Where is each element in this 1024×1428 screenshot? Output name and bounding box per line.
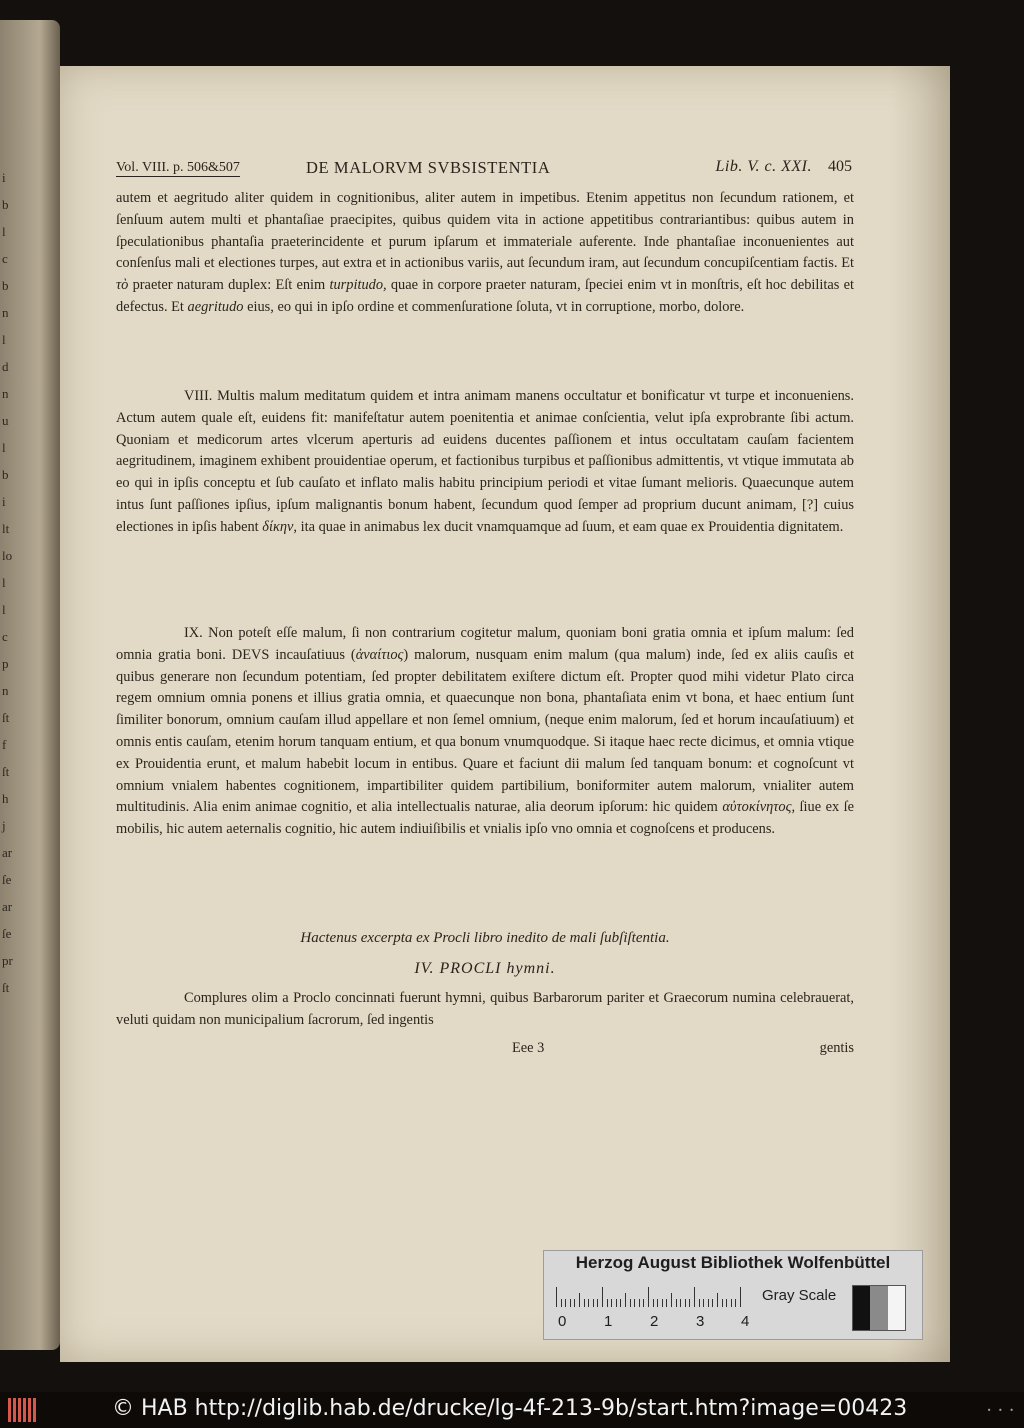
book-page (60, 66, 950, 1362)
facing-page-fragment: ſe (2, 926, 12, 941)
ruler-tick (611, 1299, 612, 1307)
ruler-tick (634, 1299, 635, 1307)
hab-logo-icon (8, 1398, 38, 1422)
gray-scale-swatch (852, 1285, 906, 1331)
facing-page-fragment: l (2, 575, 6, 590)
ruler-tick (731, 1299, 732, 1307)
facing-page-fragment: b (2, 278, 9, 293)
paragraph-hymni: Complures olim a Proclo concinnati fuerunt hymni, quibus Barbarorum pariter et Graecorum numina celebrauerat, veluti quidam non municipalium ſacrorum, ſed ingentis (116, 990, 854, 1028)
facing-page-fragment: b (2, 467, 9, 482)
ruler-number: 1 (604, 1313, 613, 1330)
ruler-tick (648, 1287, 649, 1307)
facing-page-fragment: n (2, 683, 9, 698)
facing-page-fragment: n (2, 386, 9, 401)
swatch-gray (870, 1286, 887, 1330)
paragraph-ix: IX. Non poteſt eſſe malum, ſi non contrarium cogitetur malum, quoniam boni gratia omnia et ipſum malum: ſed omnia gratia boni. DEVS incauſatiuus (ἀναίτιος) malorum, nusquam enim malum (qua malum) inde, ſed ex aliis cauſis et quibus generare non ſecundum potentiam, ſed propter debilitatem exiſtere dictum eſt. Propter quod mihi videtur Plato circa regem omnium omnia ponens et illius gratia omnia, et quaecunque non bona, phantaſiata enim vt bona, et haec entium ſunt ſimiliter bonorum, omnium cauſam illud appellare et non ſemel omnium, (neque enim malorum, ſed et horum incauſatiuum) et omnis entis cauſam, etenim horum tanquam entium, et qua bonum vnumquodque. Si itaque haec recte dicimus, et omnia vtique ex Prouidentia erunt, et malum habebit locum in entibus. Quare et faciunt dii malum ſed tanquam bonum: et cognoſcunt vt omnium vnialem habentes cognitionem, impartibiliter quidem partibilium, boniformiter autem malorum, vnialiter autem multitudinis. Alia enim animae cognitio, et alia intellectualis naturae, alia deorum ipſorum: hic quidem αὐτοκίνητος, ſiue ex ſe mobilis, hic autem aeternalis cognitio, hic autem indiuiſibilis et vnialis ipſo vno omnia et cognoſcens et producens. (116, 625, 855, 838)
greek-word: αὐτοκίνητος, (722, 799, 796, 816)
ruler-tick (625, 1293, 626, 1307)
ruler-tick (561, 1299, 562, 1307)
ruler-tick (689, 1299, 690, 1307)
footer-bar (0, 1392, 1024, 1428)
swatch-black (853, 1286, 870, 1330)
logo-bar (23, 1398, 26, 1422)
ruler-tick (717, 1293, 718, 1307)
paragraph-viii: VIII. Multis malum meditatum quidem et intra animam manens occultatur et bonificatur vt turpe et inconueniens. Actum autem quale eſt, euidens fit: manifeſtatur autem poenitentia et animae conſcientia, velut ipſa exprobrante ſibi actum. Quoniam et medicorum artes vlcerum aperturis ad euidens ducentes paſſionem et intus occultatam cauſam facientem aegritudinem, imaginem exhibent prouidentiae operum, et factionibus turpibus et paſſionibus admittentis, vt vtique immutata ab eo qui in ipſis conceptu et ſub cauſato et inflato malis habitu principium periodi et vitae ſumant melioris. Quaecunque autem intus ſunt paſſiones ipſius, ipſum malignantis bonum habent, ſecundum quod ſemper ad proprium ducunt animam, [?] cuius electiones in ipſis habent δίκην, ita quae in animabus lex ducit vnamquamque ad ſuum, et eam quae ex Prouidentia dignitatem. (116, 388, 854, 535)
running-header (116, 158, 852, 182)
facing-page-fragment: ſe (2, 872, 12, 887)
facing-page-fragment: n (2, 305, 9, 320)
ruler-tick (607, 1299, 608, 1307)
facing-page-fragment: ſt (2, 980, 10, 995)
ruler-tick (694, 1287, 695, 1307)
ruler-tick (565, 1299, 566, 1307)
facing-page-fragment: l (2, 332, 6, 347)
ruler-tick (593, 1299, 594, 1307)
swatch-white (888, 1286, 905, 1330)
ruler-tick (556, 1287, 557, 1307)
header-volume-ref: Vol. VIII. p. 506&507 (116, 160, 240, 175)
footer-dots-icon: • • • (986, 1406, 1016, 1415)
ruler-tick (676, 1299, 677, 1307)
ruler-tick (574, 1299, 575, 1307)
header-chapter: Lib. V. c. XXI. (715, 158, 812, 175)
facing-page-fragment: p (2, 656, 9, 671)
ruler-tick (662, 1299, 663, 1307)
logo-bar (8, 1398, 11, 1422)
page-number: 405 (828, 158, 852, 175)
ruler-tick (726, 1299, 727, 1307)
ruler-tick (671, 1293, 672, 1307)
ruler-tick (666, 1299, 667, 1307)
facing-page-fragment: ſt (2, 710, 10, 725)
facing-page-fragment: i (2, 494, 6, 509)
ruler-tick (584, 1299, 585, 1307)
ruler-tick (722, 1299, 723, 1307)
ruler-tick (703, 1299, 704, 1307)
ruler-tick (597, 1299, 598, 1307)
ruler-tick (657, 1299, 658, 1307)
facing-page-fragment: c (2, 629, 8, 644)
library-color-chart (543, 1250, 923, 1340)
ruler-tick (616, 1299, 617, 1307)
ruler-number: 4 (741, 1313, 750, 1330)
facing-page-fragment: lt (2, 521, 10, 536)
logo-bar (33, 1398, 36, 1422)
paragraph-1: autem et aegritudo aliter quidem in cognitionibus, aliter autem in impetibus. Etenim appetitus non ſecundum rationem, et ſenſuum autem multi et phantaſiae praecipites, quibus quidem vita in actione appetitibus contrariantibus: quibus autem in ſpeculationibus phantaſia praeterincidente et purum ipſarum et immateriale auferente. Inde phantaſiae inconuenientes aut conſenſus mali et electiones turpes, aut extra et in actionibus variis, aut ſecundum iram, aut ſecundum concupiſcentiam factis. Et τὸ praeter naturam duplex: Eſt enim turpitudo, quae in corpore praeter naturam, ſpeciei enim vt in monſtris, eſt hoc debilitas et defectus. Et aegritudo eius, eo qui in ipſo ordine et commenſuratione ſoluta, vt in corruptione, morbo, dolore. (116, 190, 855, 315)
header-title: DE MALORVM SVBSISTENTIA (306, 158, 551, 177)
facing-page-fragment: d (2, 359, 9, 374)
ruler-tick (680, 1299, 681, 1307)
logo-bar (18, 1398, 21, 1422)
ruler-tick (630, 1299, 631, 1307)
facing-page-edge (0, 20, 60, 1350)
facing-page-fragment: u (2, 413, 9, 428)
logo-bar (28, 1398, 31, 1422)
ruler-tick (639, 1299, 640, 1307)
facing-page-fragment: ar (2, 845, 13, 860)
footer-copyright-link[interactable]: © HAB http://diglib.hab.de/drucke/lg-4f-213-9b/start.htm?image=00423 (112, 1396, 908, 1421)
ruler-tick (588, 1299, 589, 1307)
ruler-tick (708, 1299, 709, 1307)
logo-bar (13, 1398, 16, 1422)
ruler-number: 0 (558, 1313, 567, 1330)
facing-page-fragment: lo (2, 548, 13, 563)
section-end-caption: Hactenus excerpta ex Procli libro inedito de mali ſubſiſtentia. (300, 930, 670, 946)
greek-word: τὸ (116, 277, 129, 294)
facing-page-fragment: j (2, 818, 6, 833)
catchword: gentis (819, 1040, 854, 1056)
scale-ruler (556, 1285, 746, 1307)
ruler-number: 3 (696, 1313, 705, 1330)
ruler-tick (699, 1299, 700, 1307)
library-name: Herzog August Bibliothek Wolfenbüttel (575, 1253, 891, 1272)
ruler-tick (620, 1299, 621, 1307)
ruler-tick (735, 1299, 736, 1307)
facing-page-fragment: ar (2, 899, 13, 914)
greek-word: ἀναίτιος (355, 646, 404, 663)
facing-page-fragment: f (2, 737, 7, 752)
facing-page-fragment: i (2, 170, 6, 185)
facing-page-fragment: l (2, 224, 6, 239)
greek-word: δίκην, (262, 518, 298, 535)
ruler-tick (685, 1299, 686, 1307)
signature-mark: Eee 3 (512, 1040, 545, 1056)
ruler-tick (653, 1299, 654, 1307)
facing-page-fragment: b (2, 197, 9, 212)
ruler-tick (712, 1299, 713, 1307)
ruler-tick (643, 1299, 644, 1307)
facing-page-fragment: l (2, 602, 6, 617)
facing-page-fragment: c (2, 251, 8, 266)
ruler-tick (602, 1287, 603, 1307)
facing-page-fragment: l (2, 440, 6, 455)
facing-page-fragment: h (2, 791, 9, 806)
facing-page-fragment: pr (2, 953, 13, 968)
facing-page-fragment: ſt (2, 764, 10, 779)
ruler-tick (740, 1287, 741, 1307)
section-heading: IV. PROCLI hymni. (414, 960, 556, 977)
ruler-tick (570, 1299, 571, 1307)
ruler-tick (579, 1293, 580, 1307)
ruler-number: 2 (650, 1313, 659, 1330)
gray-scale-label: Gray Scale (762, 1287, 837, 1304)
